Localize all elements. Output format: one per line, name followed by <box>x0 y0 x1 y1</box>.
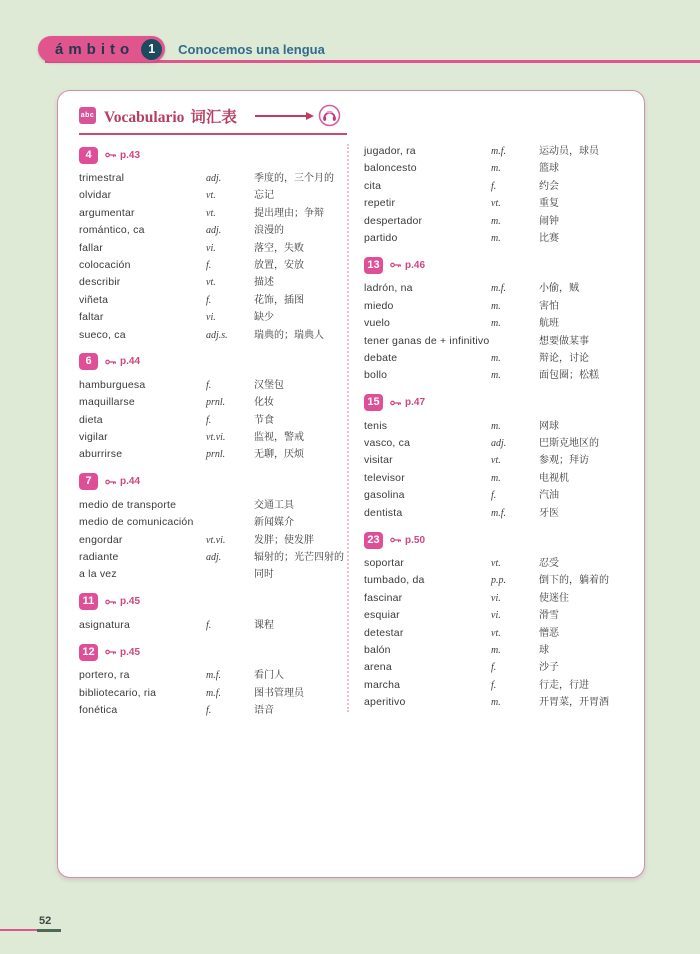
entry-pos: f. <box>491 662 497 674</box>
section-page-reference <box>105 356 140 367</box>
vocab-entry-row <box>79 531 347 548</box>
entry-pos: f. <box>206 704 212 716</box>
section-page-reference <box>390 397 425 408</box>
entry-word: tenis <box>364 419 388 432</box>
panel-title-zh: 词汇表 <box>190 108 237 126</box>
entry-meaning: 球 <box>539 644 549 656</box>
entry-pos: p.p. <box>491 575 506 587</box>
entry-word: debate <box>364 351 398 364</box>
headphones-audio-icon <box>318 104 341 127</box>
entry-pos: m.f. <box>491 507 506 519</box>
entry-pos: vi. <box>206 242 216 254</box>
entry-word: bollo <box>364 369 388 382</box>
entry-meaning: 落空，失败 <box>254 242 304 254</box>
section-page-reference <box>390 260 425 271</box>
unit-title: Conocemos una lengua <box>178 41 325 57</box>
vocab-entry-row <box>79 239 347 256</box>
vocab-entry-row <box>364 279 626 296</box>
vocab-entry-row <box>364 658 626 675</box>
entry-meaning: 花饰，插图 <box>254 294 304 306</box>
entry-pos: f. <box>206 414 212 426</box>
entry-meaning: 面包圈；松糕 <box>539 370 599 382</box>
section-header <box>79 593 347 611</box>
entry-pos: m. <box>491 318 501 330</box>
entry-word: romántico, ca <box>79 224 145 237</box>
entry-word: vasco, ca <box>364 437 411 450</box>
vocab-entry-row <box>79 565 347 582</box>
entry-word: baloncesto <box>364 162 417 175</box>
entry-meaning: 缺少 <box>254 312 274 324</box>
panel-title <box>104 105 237 127</box>
entry-word: gasolina <box>364 489 405 502</box>
entry-pos: vt. <box>491 558 501 570</box>
entry-meaning: 辩论，讨论 <box>539 352 589 364</box>
vocab-entry-row <box>79 376 347 393</box>
entry-word: vigilar <box>79 431 108 444</box>
vocab-entry-row <box>364 589 626 606</box>
page-key-icon <box>390 399 402 407</box>
entry-word: bibliotecario, ria <box>79 686 157 699</box>
entry-meaning: 同时 <box>254 569 274 581</box>
entry-meaning: 网球 <box>539 420 559 432</box>
section-header <box>79 643 347 661</box>
entry-meaning: 沙子 <box>539 662 559 674</box>
entry-word: fallar <box>79 241 103 254</box>
vocab-entry-row <box>364 417 626 434</box>
page-key-icon <box>105 598 117 606</box>
section-number-badge: 13 <box>364 257 383 274</box>
vocab-entry-row <box>79 684 347 701</box>
entry-pos: vi. <box>491 592 501 604</box>
section-header <box>364 531 626 549</box>
entry-meaning: 运动员，球员 <box>539 146 599 157</box>
entry-meaning: 小偷，贼 <box>539 283 579 295</box>
entry-word: vuelo <box>364 317 391 330</box>
entry-word: colocación <box>79 258 131 271</box>
entry-word: dieta <box>79 413 103 426</box>
entry-word: sueco, ca <box>79 328 126 341</box>
section-number-badge: 4 <box>79 147 98 164</box>
vocab-entry-row <box>364 624 626 641</box>
section-number-badge: 15 <box>364 394 383 411</box>
entry-meaning: 图书管理员 <box>254 687 304 699</box>
section-page-reference <box>105 647 140 658</box>
entry-meaning: 害怕 <box>539 300 559 312</box>
entry-meaning: 比赛 <box>539 232 559 244</box>
entry-pos: adj. <box>206 552 222 564</box>
vocab-entry-row <box>79 204 347 221</box>
vocab-entry-row <box>364 554 626 571</box>
entry-meaning: 化妆 <box>254 397 274 409</box>
entry-pos: m. <box>491 232 501 244</box>
entry-pos: m. <box>491 352 501 364</box>
entry-meaning: 描述 <box>254 277 274 289</box>
entry-meaning: 提出理由；争辩 <box>254 207 324 219</box>
entry-meaning: 新闻媒介 <box>254 517 294 529</box>
section-number-badge: 12 <box>79 644 98 661</box>
entry-pos: adj. <box>491 438 507 450</box>
entry-meaning: 发胖；使发胖 <box>254 534 314 546</box>
vocab-entry-row <box>364 676 626 693</box>
entry-meaning: 开胃菜，开胃酒 <box>539 697 609 709</box>
entry-word: olvidar <box>79 189 112 202</box>
entry-pos: m. <box>491 215 501 227</box>
vocab-entry-row <box>364 434 626 451</box>
section-header <box>79 353 347 371</box>
entry-meaning: 汽油 <box>539 490 559 502</box>
entry-word: engordar <box>79 533 123 546</box>
entry-meaning: 辐射的；光芒四射的 <box>254 552 344 564</box>
entry-meaning: 季度的，三个月的 <box>254 173 334 184</box>
entry-word: marcha <box>364 678 401 691</box>
vocab-entry-row <box>79 169 347 186</box>
entry-pos: vt. <box>206 277 216 289</box>
vocab-entry-row <box>79 273 347 290</box>
entry-pos: adj.s. <box>206 329 228 341</box>
page-number: 52 <box>39 915 52 927</box>
entry-word: fonética <box>79 703 118 716</box>
vocab-entry-row <box>364 571 626 588</box>
vocab-entry-row <box>364 229 626 246</box>
vocab-entry-row <box>79 186 347 203</box>
entry-pos: vt. <box>491 198 501 210</box>
entry-meaning: 憎恶 <box>539 627 559 639</box>
entry-pos: m. <box>491 300 501 312</box>
vocab-entry-row <box>79 291 347 308</box>
vocab-entry-row <box>364 469 626 486</box>
page-ref-text: p.45 <box>120 646 141 658</box>
panel-header <box>79 104 624 127</box>
entry-word: portero, ra <box>79 669 130 682</box>
entry-word: aperitivo <box>364 696 406 709</box>
entry-pos: vt. <box>491 455 501 467</box>
vocab-columns <box>79 142 626 718</box>
entry-pos: f. <box>206 619 212 631</box>
section-page-reference <box>105 596 140 607</box>
entry-pos: m.f. <box>491 283 506 295</box>
page-ref-text: p.44 <box>120 476 141 488</box>
entry-word: esquiar <box>364 609 400 622</box>
vocab-column-left <box>79 142 347 718</box>
vocab-entry-row <box>364 332 626 349</box>
page-ref-text: p.44 <box>120 356 141 368</box>
vocab-entry-row <box>364 194 626 211</box>
entry-meaning: 电视机 <box>539 472 569 484</box>
vocabulary-abc-icon: abc <box>79 107 96 124</box>
entry-meaning: 汉堡包 <box>254 379 284 391</box>
section-number-badge: 7 <box>79 473 98 490</box>
vocab-entry-row <box>364 142 626 159</box>
vocab-entry-row <box>364 349 626 366</box>
entry-meaning: 监视，警戒 <box>254 432 304 444</box>
entry-meaning: 篮球 <box>539 163 559 175</box>
entry-pos: f. <box>206 379 212 391</box>
footer-pink-line <box>0 929 37 931</box>
section-number-badge: 6 <box>79 353 98 370</box>
entry-meaning: 滑雪 <box>539 610 559 622</box>
vocab-entry-row <box>364 159 626 176</box>
section-number-badge: 11 <box>79 593 98 610</box>
page-ref-text: p.47 <box>405 397 426 409</box>
vocab-entry-row <box>364 606 626 623</box>
page-key-icon <box>105 151 117 159</box>
vocab-entry-row <box>79 326 347 343</box>
long-right-arrow-icon <box>255 115 307 117</box>
entry-meaning: 约会 <box>539 180 559 192</box>
entry-meaning: 倒下的，躺着的 <box>539 575 609 587</box>
entry-meaning: 重复 <box>539 198 559 210</box>
entry-meaning: 航班 <box>539 318 559 330</box>
entry-meaning: 忍受 <box>539 558 559 570</box>
entry-pos: vt. <box>491 627 501 639</box>
page-key-icon <box>105 358 117 366</box>
footer-green-line <box>37 929 61 932</box>
unit-header <box>38 36 325 62</box>
entry-pos: m. <box>491 163 501 175</box>
entry-meaning: 瑞典的；瑞典人 <box>254 329 324 341</box>
vocab-entry-row <box>364 212 626 229</box>
entry-meaning: 参观；拜访 <box>539 455 589 467</box>
entry-pos: prnl. <box>206 397 226 409</box>
entry-meaning: 想要做某事 <box>539 335 589 347</box>
entry-meaning: 行走，行进 <box>539 679 589 691</box>
entry-meaning: 课程 <box>254 619 274 631</box>
page-ref-text: p.43 <box>120 149 141 161</box>
entry-word: asignatura <box>79 618 131 631</box>
entry-word: tumbado, da <box>364 574 425 587</box>
entry-word: argumentar <box>79 206 135 219</box>
section-header <box>364 256 626 274</box>
section-page-reference <box>105 476 140 487</box>
entry-pos: m.f. <box>206 670 221 682</box>
entry-word: dentista <box>364 506 403 519</box>
vocab-entry-row <box>364 451 626 468</box>
vocab-entry-row <box>79 496 347 513</box>
entry-meaning: 交通工具 <box>254 499 294 511</box>
vocab-entry-row <box>79 428 347 445</box>
entry-pos: m. <box>491 697 501 709</box>
vocab-entry-row <box>79 256 347 273</box>
unit-number-badge: 1 <box>141 39 162 60</box>
entry-meaning: 语音 <box>254 704 274 716</box>
vocab-entry-row <box>364 504 626 521</box>
entry-word: maquillarse <box>79 396 135 409</box>
entry-word: soportar <box>364 557 405 570</box>
vocab-entry-row <box>79 616 347 633</box>
entry-word: aburrirse <box>79 448 123 461</box>
vocab-entry-row <box>364 297 626 314</box>
page-ref-text: p.45 <box>120 596 141 608</box>
entry-pos: adj. <box>206 173 222 184</box>
ambito-label: ámbito <box>55 40 135 58</box>
vocab-entry-row <box>79 513 347 530</box>
vocab-entry-row <box>79 308 347 325</box>
vocab-entry-row <box>79 393 347 410</box>
vocab-entry-row <box>79 701 347 718</box>
entry-meaning: 浪漫的 <box>254 225 284 237</box>
entry-meaning: 闹钟 <box>539 215 559 227</box>
vocab-entry-row <box>79 411 347 428</box>
entry-pos: m.f. <box>206 687 221 699</box>
entry-word: a la vez <box>79 568 117 581</box>
entry-word: cita <box>364 179 382 192</box>
page-key-icon <box>105 478 117 486</box>
entry-word: fascinar <box>364 591 403 604</box>
entry-pos: f. <box>491 180 497 192</box>
entry-word: miedo <box>364 299 394 312</box>
vocab-entry-row <box>364 366 626 383</box>
entry-word: describir <box>79 276 121 289</box>
vocab-entry-row <box>364 177 626 194</box>
entry-meaning: 牙医 <box>539 507 559 519</box>
panel-title-es: Vocabulario <box>104 108 185 126</box>
entry-pos: prnl. <box>206 449 226 461</box>
entry-pos: f. <box>491 679 497 691</box>
entry-pos: f. <box>491 490 497 502</box>
entry-meaning: 无聊，厌烦 <box>254 449 304 461</box>
entry-pos: f. <box>206 259 212 271</box>
entry-meaning: 使迷住 <box>539 592 569 604</box>
vocab-entry-row <box>364 486 626 503</box>
vocab-entry-row <box>364 314 626 331</box>
panel-title-underline <box>79 133 347 135</box>
entry-meaning: 节食 <box>254 414 274 426</box>
vocab-entry-row <box>79 221 347 238</box>
vocab-entry-row <box>79 666 347 683</box>
entry-word: balón <box>364 643 391 656</box>
entry-pos: m.f. <box>491 146 506 157</box>
entry-meaning: 放置，安放 <box>254 259 304 271</box>
entry-pos: vi. <box>491 610 501 622</box>
entry-word: ladrón, na <box>364 282 413 295</box>
ambito-pill <box>38 36 165 62</box>
entry-pos: vt. <box>206 190 216 202</box>
entry-word: visitar <box>364 454 393 467</box>
entry-pos: m. <box>491 420 501 432</box>
section-header <box>79 146 347 164</box>
entry-word: tener ganas de + infinitivo <box>364 334 490 347</box>
entry-pos: vt.vi. <box>206 534 226 546</box>
section-header <box>79 473 347 491</box>
entry-word: viñeta <box>79 293 109 306</box>
entry-pos: m. <box>491 644 501 656</box>
vocab-entry-row <box>79 445 347 462</box>
entry-pos: vi. <box>206 312 216 324</box>
entry-pos: m. <box>491 370 501 382</box>
entry-word: detestar <box>364 626 404 639</box>
vocab-entry-row <box>79 548 347 565</box>
page-ref-text: p.50 <box>405 534 426 546</box>
entry-meaning: 巴斯克地区的 <box>539 438 599 450</box>
entry-pos: adj. <box>206 225 222 237</box>
entry-word: despertador <box>364 214 423 227</box>
section-header <box>364 394 626 412</box>
section-page-reference <box>105 150 140 161</box>
page-ref-text: p.46 <box>405 259 426 271</box>
vocab-column-right <box>349 142 626 718</box>
entry-word: medio de comunicación <box>79 516 194 529</box>
entry-word: jugador, ra <box>364 145 416 157</box>
entry-pos: vt.vi. <box>206 432 226 444</box>
page-key-icon <box>390 536 402 544</box>
vocab-entry-row <box>364 693 626 710</box>
entry-word: faltar <box>79 311 104 324</box>
entry-meaning: 看门人 <box>254 670 284 682</box>
entry-word: hamburguesa <box>79 378 146 391</box>
section-number-badge: 23 <box>364 532 383 549</box>
section-page-reference <box>390 535 425 546</box>
entry-word: arena <box>364 661 392 674</box>
entry-pos: m. <box>491 472 501 484</box>
entry-pos: vt. <box>206 207 216 219</box>
entry-meaning: 忘记 <box>254 190 274 202</box>
vocab-entry-row <box>364 641 626 658</box>
entry-word: medio de transporte <box>79 498 177 511</box>
entry-word: televisor <box>364 471 405 484</box>
entry-word: partido <box>364 231 398 244</box>
page-key-icon <box>390 261 402 269</box>
entry-pos: f. <box>206 294 212 306</box>
entry-word: trimestral <box>79 172 125 184</box>
vocabulary-panel <box>57 90 645 878</box>
entry-word: repetir <box>364 197 396 210</box>
entry-word: radiante <box>79 551 119 564</box>
page-key-icon <box>105 648 117 656</box>
